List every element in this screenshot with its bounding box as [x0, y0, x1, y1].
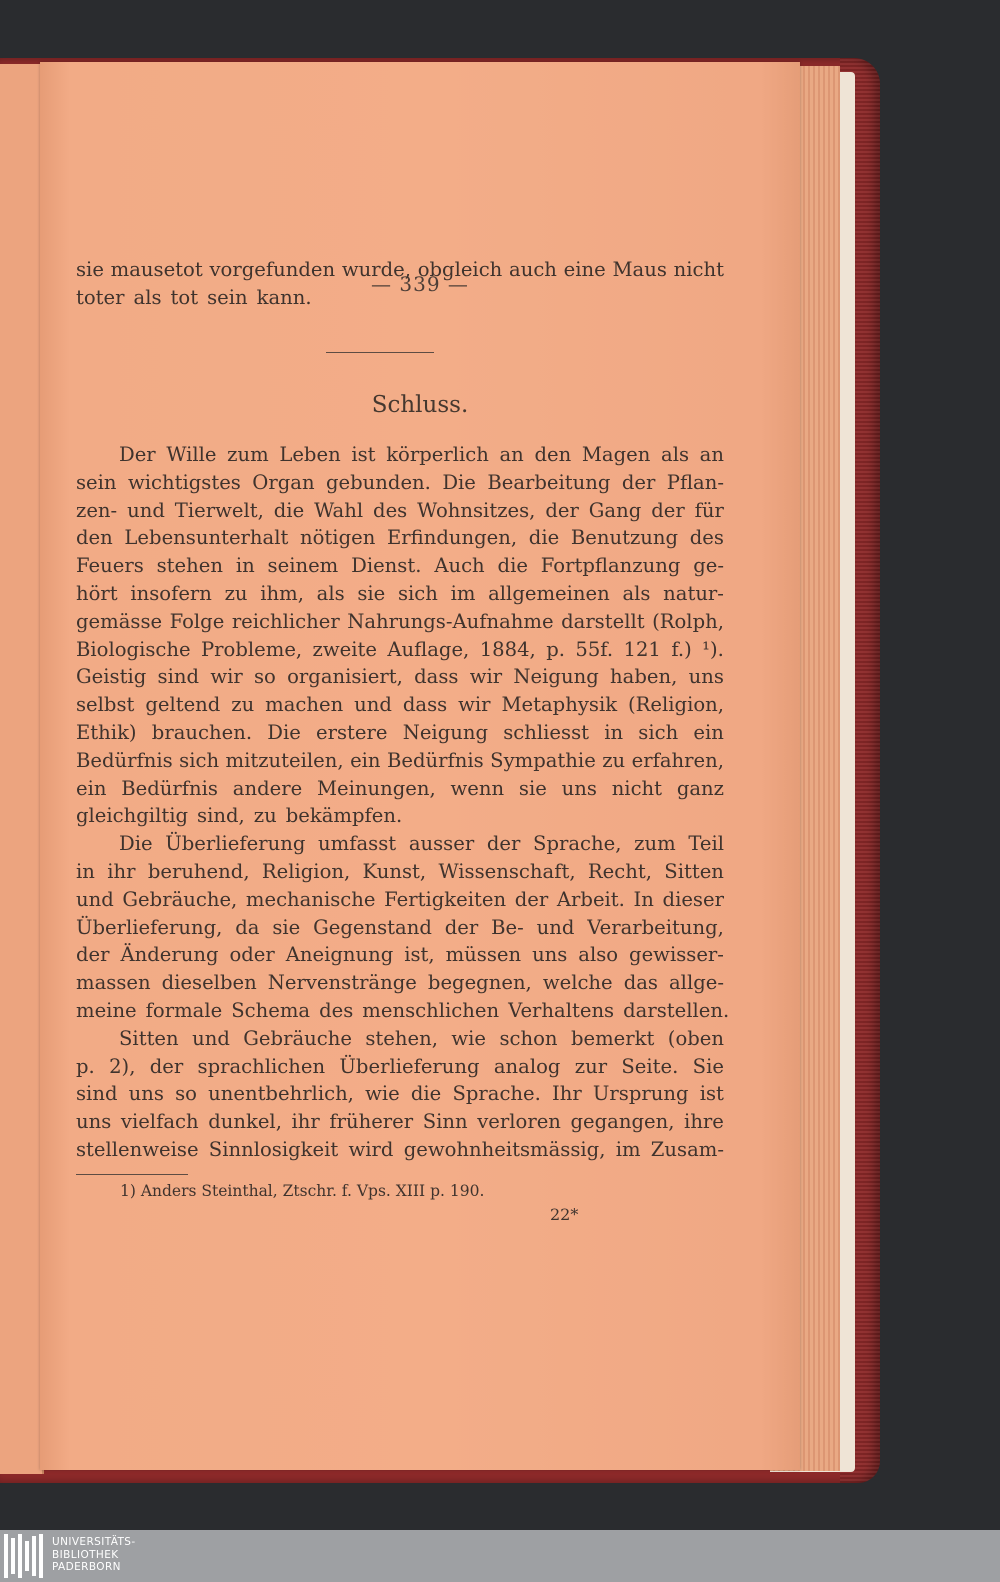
text-line: toter als tot sein kann. — [76, 285, 312, 309]
text-line: der Änderung oder Aneignung ist, müssen uns also gewisser- — [76, 943, 724, 967]
text-line: gemässe Folge reichlicher Nahrungs-Aufnahme darstellt (Rolph, — [76, 609, 724, 633]
library-name-line: BIBLIOTHEK — [52, 1548, 119, 1561]
text-line: ein Bedürfnis andere Meinungen, wenn sie uns nicht ganz — [76, 776, 724, 800]
text-line: sein wichtigstes Organ gebunden. Die Bearbeitung der Pflan- — [76, 470, 724, 494]
body-text — [76, 441, 730, 1164]
library-footer — [0, 1530, 1000, 1582]
text-line: und Gebräuche, mechanische Fertigkeiten der Arbeit. In dieser — [76, 887, 724, 911]
text-line: Ethik) brauchen. Die erstere Neigung schliesst in sich ein — [76, 720, 724, 744]
section-divider — [326, 352, 434, 353]
text-line: sie mausetot vorgefunden wurde, obgleich auch eine Maus nicht — [76, 258, 724, 281]
library-name-line: UNIVERSITÄTS- — [52, 1536, 136, 1548]
library-logo-icon — [4, 1534, 48, 1578]
text-line: massen dieselben Nervenstränge begegnen, welche das allge- — [76, 971, 724, 995]
text-line: uns vielfach dunkel, ihr früherer Sinn verloren gegangen, ihre — [76, 1110, 724, 1134]
text-line: Der Wille zum Leben ist körperlich an den Magen als an — [119, 443, 724, 466]
footnote: 1) Anders Steinthal, Ztschr. f. Vps. XIII p. 190. — [120, 1182, 485, 1200]
library-name-line: PADERBORN — [52, 1561, 121, 1573]
text-line: p. 2), der sprachlichen Überlieferung analog zur Seite. Sie — [76, 1054, 724, 1078]
text-line: Biologische Probleme, zweite Auflage, 1884, p. 55f. 121 f.) ¹). — [76, 637, 724, 661]
section-heading: Schluss. — [371, 392, 469, 418]
text-line: Sitten und Gebräuche stehen, wie schon bemerkt (oben — [119, 1026, 724, 1050]
book-page — [40, 62, 800, 1470]
text-line: Feuers stehen in seinem Dienst. Auch die Fortpflanzung ge- — [76, 554, 724, 578]
text-line: selbst geltend zu machen und dass wir Metaphysik (Religion, — [76, 693, 724, 717]
signature-mark: 22* — [550, 1205, 579, 1224]
text-line: gleichgiltig sind, zu bekämpfen. — [76, 804, 403, 828]
text-line: sind uns so unentbehrlich, wie die Sprache. Ihr Ursprung ist — [76, 1082, 724, 1106]
text-line: zen- und Tierwelt, die Wahl des Wohnsitzes, der Gang der für — [76, 498, 724, 522]
text-line: Die Überlieferung umfasst ausser der Sprache, zum Teil — [119, 832, 724, 856]
library-name — [52, 1536, 136, 1574]
opening-paragraph — [76, 256, 724, 312]
text-line: meine formale Schema des menschlichen Verhaltens darstellen. — [76, 998, 730, 1022]
text-line: den Lebensunterhalt nötigen Erfindungen, die Benutzung des — [76, 526, 724, 550]
text-line: Überlieferung, da sie Gegenstand der Be- und Verarbeitung, — [76, 915, 724, 939]
text-line: Geistig sind wir so organisiert, dass wir Neigung haben, uns — [76, 665, 724, 689]
text-line: stellenweise Sinnlosigkeit wird gewohnheitsmässig, im Zusam- — [76, 1137, 724, 1161]
footnote-rule — [76, 1174, 188, 1175]
text-line: hört insofern zu ihm, als sie sich im allgemeinen als natur- — [76, 581, 724, 605]
facing-page — [0, 64, 44, 1474]
text-line: in ihr beruhend, Religion, Kunst, Wissenschaft, Recht, Sitten — [76, 859, 724, 883]
page-number-header: — 339 — — [371, 272, 469, 296]
text-line: Bedürfnis sich mitzuteilen, ein Bedürfnis Sympathie zu erfahren, — [76, 748, 724, 772]
